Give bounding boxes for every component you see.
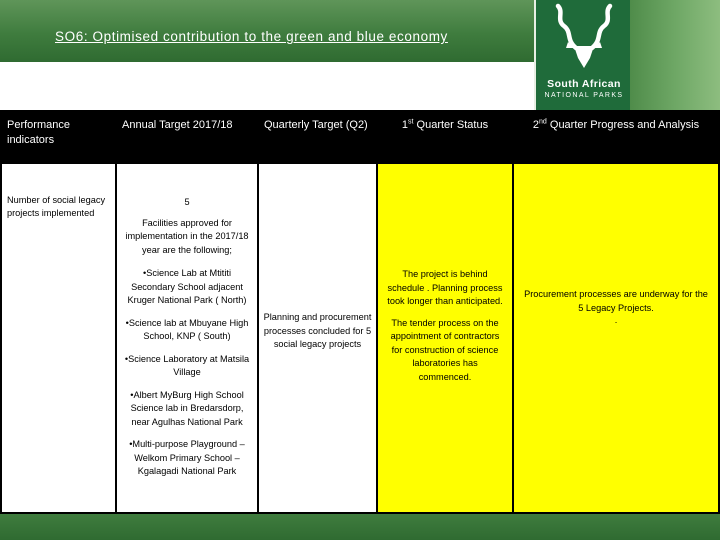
page-title: SO6: Optimised contribution to the green and blue economy <box>55 29 448 44</box>
annual-target-item: •Science lab at Mbuyane High School, KNP ( South) <box>125 317 249 341</box>
header-col2-text: Annual Target 2017/18 <box>122 119 233 131</box>
logo-line-2: NATIONAL PARKS <box>544 92 624 99</box>
sanparks-logo <box>534 0 630 110</box>
cell-q1-status <box>378 164 512 512</box>
footer-bar <box>0 514 720 540</box>
header-col4-num: 1 <box>401 119 409 131</box>
annual-target-item: •Albert MyBurg High School Science lab in Bredarsdorp, near Agulhas National Park <box>130 389 244 427</box>
annual-target-intro: Facilities approved for implementation in the 2017/18 year are the following; <box>125 217 249 255</box>
logo-line-1: South African <box>547 78 621 90</box>
indicator-text: Number of social legacy projects implemented <box>7 195 106 218</box>
header-col3-text: Quarterly Target (Q2) <box>264 119 368 131</box>
header-performance-indicators <box>2 112 115 162</box>
cell-q2-progress <box>514 164 718 512</box>
q1-status-tender: The tender process on the appointment of contractors for construction of science laboratories has commenced. <box>390 317 500 382</box>
q1-status-delay: The project is behind schedule . Planning process took longer than anticipated. <box>387 269 503 306</box>
header-annual-target <box>117 112 257 162</box>
cell-annual-target <box>117 164 257 512</box>
kudu-head-icon <box>536 0 632 76</box>
header-q2-progress <box>514 112 718 162</box>
header-q1-status <box>378 112 512 162</box>
q2-progress-extra: . <box>614 315 618 325</box>
header-col5-text: Quarter Progress and Analysis <box>546 119 700 131</box>
annual-target-value: 5 <box>184 197 190 207</box>
header-col4-sup: st <box>408 118 414 126</box>
header-col1-text: Performance indicators <box>7 119 70 146</box>
decorative-stripe <box>630 0 720 110</box>
annual-target-item: •Multi-purpose Playground – Welkom Primary School – Kgalagadi National Park <box>129 439 245 476</box>
quarterly-target-text: Planning and procurement processes concluded for 5 social legacy projects <box>263 312 372 349</box>
q2-progress-text: Procurement processes are underway for the 5 Legacy Projects. <box>524 289 708 313</box>
header-col5-num: 2 <box>532 119 540 131</box>
performance-table <box>0 110 720 514</box>
header-col4-text: Quarter Status <box>413 119 489 131</box>
header-quarterly-target <box>259 112 376 162</box>
cell-quarterly-target <box>259 164 376 512</box>
annual-target-item: •Science Laboratory at Matsila Village <box>124 353 250 377</box>
header-col5-sup: nd <box>539 118 547 126</box>
annual-target-item: •Science Lab at Mtititi Secondary School adjacent Kruger National Park ( North) <box>127 268 247 305</box>
cell-indicator <box>2 164 115 512</box>
